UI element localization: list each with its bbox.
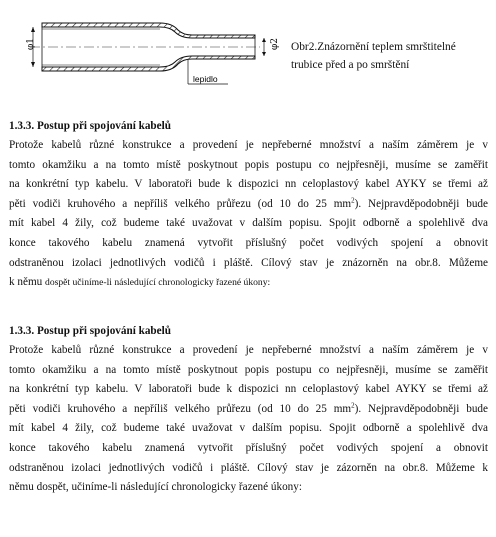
text-fragment: ). Nejpravděpodobněji bude	[354, 197, 488, 210]
section-heading: 1.3.3. Postup při spojování kabelů	[9, 325, 171, 337]
text-line: odstraněnou izolaci jednotlivých vodičů i pláště. Cílový stav je zázorněn na obr.8. Můžeme k	[9, 461, 488, 474]
superscript: 2	[351, 401, 355, 410]
text-fragment: pěti vodiči kruhového a nepříliš velkého průřezu (od 10 do 25 mm	[9, 402, 352, 415]
text-line: na konkrétní typ kabelu. V laboratoři bude k dispozici nn celoplastový kabel AYKY se třemi až	[9, 383, 488, 396]
tube-wall-bottom	[42, 56, 255, 71]
tube-wall-top	[42, 23, 255, 38]
section-paragraph	[9, 136, 488, 293]
section-heading: 1.3.3. Postup při spojování kabelů	[9, 120, 171, 132]
section-paragraph	[9, 341, 488, 498]
section-2	[9, 322, 488, 498]
label-phi2: φ2	[270, 37, 280, 50]
text-line: konce takového kabelu znamená vytvořit příslušný počet vodivých spojení a obnovit	[9, 441, 488, 454]
text-line: na konkrétní typ kabelu. V laboratoři bude k dispozici nn celoplastový kabel AYKY se třemi až	[9, 178, 488, 191]
section-1	[9, 117, 488, 293]
text-line: tomto okamžiku a na tomto místě poskytnout popis postupu co nejpřesněji, musíme se zaměřit	[9, 363, 488, 376]
text-fragment: k němu	[9, 276, 43, 289]
text-line	[9, 400, 488, 420]
text-fragment: ). Nejpravděpodobněji bude	[354, 402, 488, 415]
caption-line: trubice před a po smrštění	[291, 59, 410, 71]
text-fragment: dospět učiníme-li následující chronologicky řazené úkony:	[45, 277, 271, 289]
superscript: 2	[351, 196, 355, 205]
caption-line: Obr2.Znázornění teplem smrštitelné	[291, 41, 456, 53]
text-line: Protože kabelů různé konstrukce a provedení je nepřeberné množství a naším záměrem je v	[9, 139, 488, 151]
text-line	[9, 273, 488, 293]
text-fragment: pěti vodiči kruhového a nepříliš velkého průřezu (od 10 do 25 mm	[9, 197, 352, 210]
text-line: němu dospět, učiníme-li následující chronologicky řazené úkony:	[9, 481, 302, 494]
text-line: Protože kabelů různé konstrukce a provedení je nepřeberné množství a naším záměrem je v	[9, 344, 488, 356]
text-line: mít kabel 4 žily, což budeme také uvažovat v dalším popisu. Spojit odborně a spolehlivě dva	[9, 217, 488, 230]
figure-caption	[291, 38, 491, 74]
text-line: tomto okamžiku a na tomto místě poskytnout popis postupu co nejpřesněji, musíme se zaměřit	[9, 158, 488, 171]
heat-shrink-tube-figure	[20, 8, 282, 94]
text-line: odstraněnou izolaci jednotlivých vodičů i pláště. Cílový stav je znázorněn na obr.8. Můžeme	[9, 256, 488, 269]
label-phi1: φ1	[26, 37, 36, 50]
text-line: mít kabel 4 žily, což budeme také uvažovat v dalším popisu. Spojit odborně a spolehlivě dva	[9, 422, 488, 435]
text-line: konce takového kabelu znamená vytvořit příslušný počet vodivých spojení a obnovit	[9, 236, 488, 249]
glue-label: lepidlo	[193, 74, 218, 84]
text-line	[9, 195, 488, 215]
